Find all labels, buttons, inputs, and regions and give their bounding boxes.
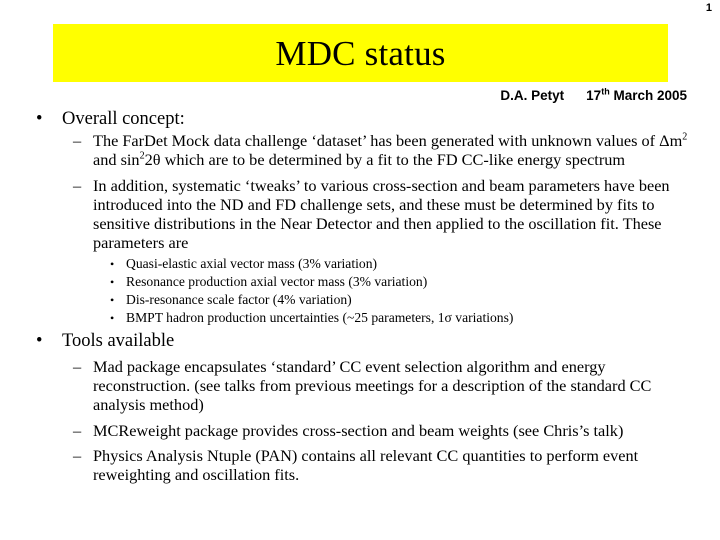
bullet-pan-ntuple: [0, 446, 720, 485]
sin-squared-exponent: 2: [139, 150, 145, 162]
bullet-marker-level2: –: [73, 445, 82, 465]
parameter-label: Dis-resonance scale factor (4% variation): [126, 291, 352, 307]
bullet-mcreweight-package-text: MCReweight package provides cross-section and beam weights (see Chris’s talk): [93, 420, 624, 440]
bullet-tools-available-text: Tools available: [62, 330, 175, 351]
delta-m-squared-exponent: 2: [682, 131, 688, 143]
bullet-fardet-dataset-text-a: The FarDet Mock data challenge ‘dataset’ has been generated with unknown values of Δm: [93, 131, 683, 150]
parameter-label: Quasi-elastic axial vector mass (3% variation): [126, 255, 378, 271]
parameter-list: [0, 255, 720, 327]
bullet-marker-level2: –: [73, 131, 82, 150]
bullet-systematic-tweaks: [0, 176, 720, 253]
byline: [500, 88, 687, 103]
bullet-systematic-tweaks-text: In addition, systematic ‘tweaks’ to various cross-section and beam parameters have been introduced into the ND and FD challenge sets, and these must be determined by fits to sensitive distributions in the Near Detector and then applied to the oscillation fit. These parameters are: [93, 175, 670, 253]
bullet-fardet-dataset-text-b: and sin: [93, 150, 140, 170]
title-banner: [53, 24, 668, 82]
bullet-tools-available: [0, 330, 720, 352]
bullet-marker-level2: –: [73, 420, 82, 440]
bullet-marker-level3: •: [110, 310, 115, 325]
bullet-mad-package: [0, 357, 720, 415]
bullet-mad-package-text: Mad package encapsulates ‘standard’ CC event selection algorithm and energy reconstruction. (see talks from previous meetings for a description of the standard CC analysis method): [93, 356, 652, 415]
bullet-mcreweight-package: [0, 421, 720, 440]
bullet-marker-level3: •: [110, 256, 115, 271]
bullet-pan-ntuple-text: Physics Analysis Ntuple (PAN) contains all relevant CC quantities to perform event reweighting and oscillation fits.: [93, 445, 639, 485]
byline-date-day: 17: [586, 88, 602, 103]
slide-number: 1: [705, 2, 712, 14]
parameter-label: Resonance production axial vector mass (3% variation): [126, 273, 428, 289]
list-item-parameter: [0, 273, 720, 291]
bullet-marker-level3: •: [110, 274, 115, 289]
bullet-marker-level1: •: [36, 330, 43, 351]
list-item-parameter: [0, 255, 720, 273]
list-item-parameter: [0, 309, 720, 327]
page-title: MDC status: [275, 33, 446, 73]
bullet-marker-level3: •: [110, 292, 115, 307]
list-item-parameter: [0, 291, 720, 309]
bullet-marker-level2: –: [73, 175, 82, 195]
byline-date-rest: March 2005: [609, 88, 687, 103]
bullet-fardet-dataset: [0, 131, 720, 170]
bullet-fardet-dataset-text-c: 2θ which are to be determined by a fit to the FD CC-like energy spectrum: [144, 150, 626, 170]
byline-author: D.A. Petyt: [500, 88, 565, 103]
parameter-label: BMPT hadron production uncertainties (~25 parameters, 1σ variations): [126, 309, 514, 325]
byline-date-ordinal: th: [601, 86, 610, 97]
bullet-overall-concept: [0, 108, 720, 130]
slide-body: [0, 108, 720, 487]
bullet-marker-level1: •: [36, 109, 43, 129]
bullet-marker-level2: –: [73, 356, 82, 376]
bullet-overall-concept-text: Overall concept:: [62, 109, 185, 129]
